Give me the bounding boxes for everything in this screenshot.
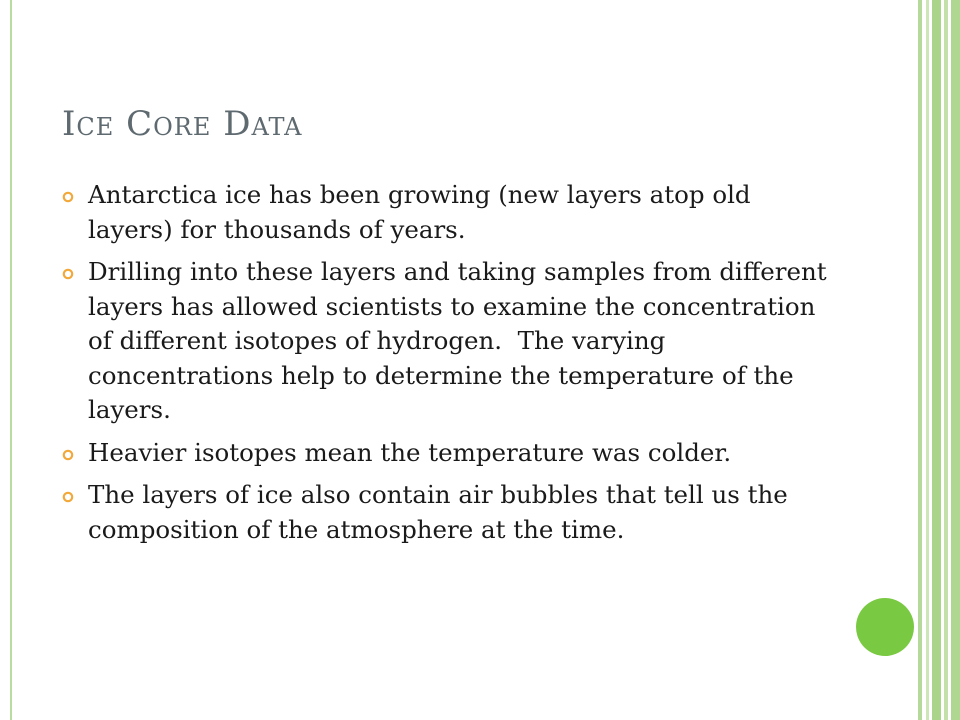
- bullet-text: Heavier isotopes mean the temperature was colder.: [88, 437, 732, 467]
- bullet-list: [62, 178, 835, 555]
- decorative-stripe: [918, 0, 922, 720]
- left-border-line: [10, 0, 12, 720]
- decorative-stripe: [944, 0, 948, 720]
- ring-bullet-icon: [62, 268, 74, 280]
- green-circle-decoration: [856, 598, 914, 656]
- bullet-text: The layers of ice also contain air bubbles that tell us the composition of the atmosphere at the time.: [88, 480, 788, 544]
- decorative-stripe: [951, 0, 960, 720]
- bullet-item: [62, 478, 832, 547]
- ring-bullet-icon: [62, 191, 74, 203]
- bullet-item: [62, 255, 835, 428]
- slide-title: Ice Core Data: [62, 104, 303, 144]
- bullet-item: [62, 178, 832, 247]
- bullet-item: [62, 436, 832, 471]
- bullet-text: Drilling into these layers and taking samples from different layers has allowed scientists to examine the concentration of different isotopes of hydrogen. The varying concentrations help to determine the temperature of the layers.: [88, 257, 835, 424]
- decorative-stripe: [932, 0, 941, 720]
- ring-bullet-icon: [62, 491, 74, 503]
- bullet-text: Antarctica ice has been growing (new layers atop old layers) for thousands of years.: [88, 180, 751, 244]
- decorative-stripe: [926, 0, 929, 720]
- ring-bullet-icon: [62, 449, 74, 461]
